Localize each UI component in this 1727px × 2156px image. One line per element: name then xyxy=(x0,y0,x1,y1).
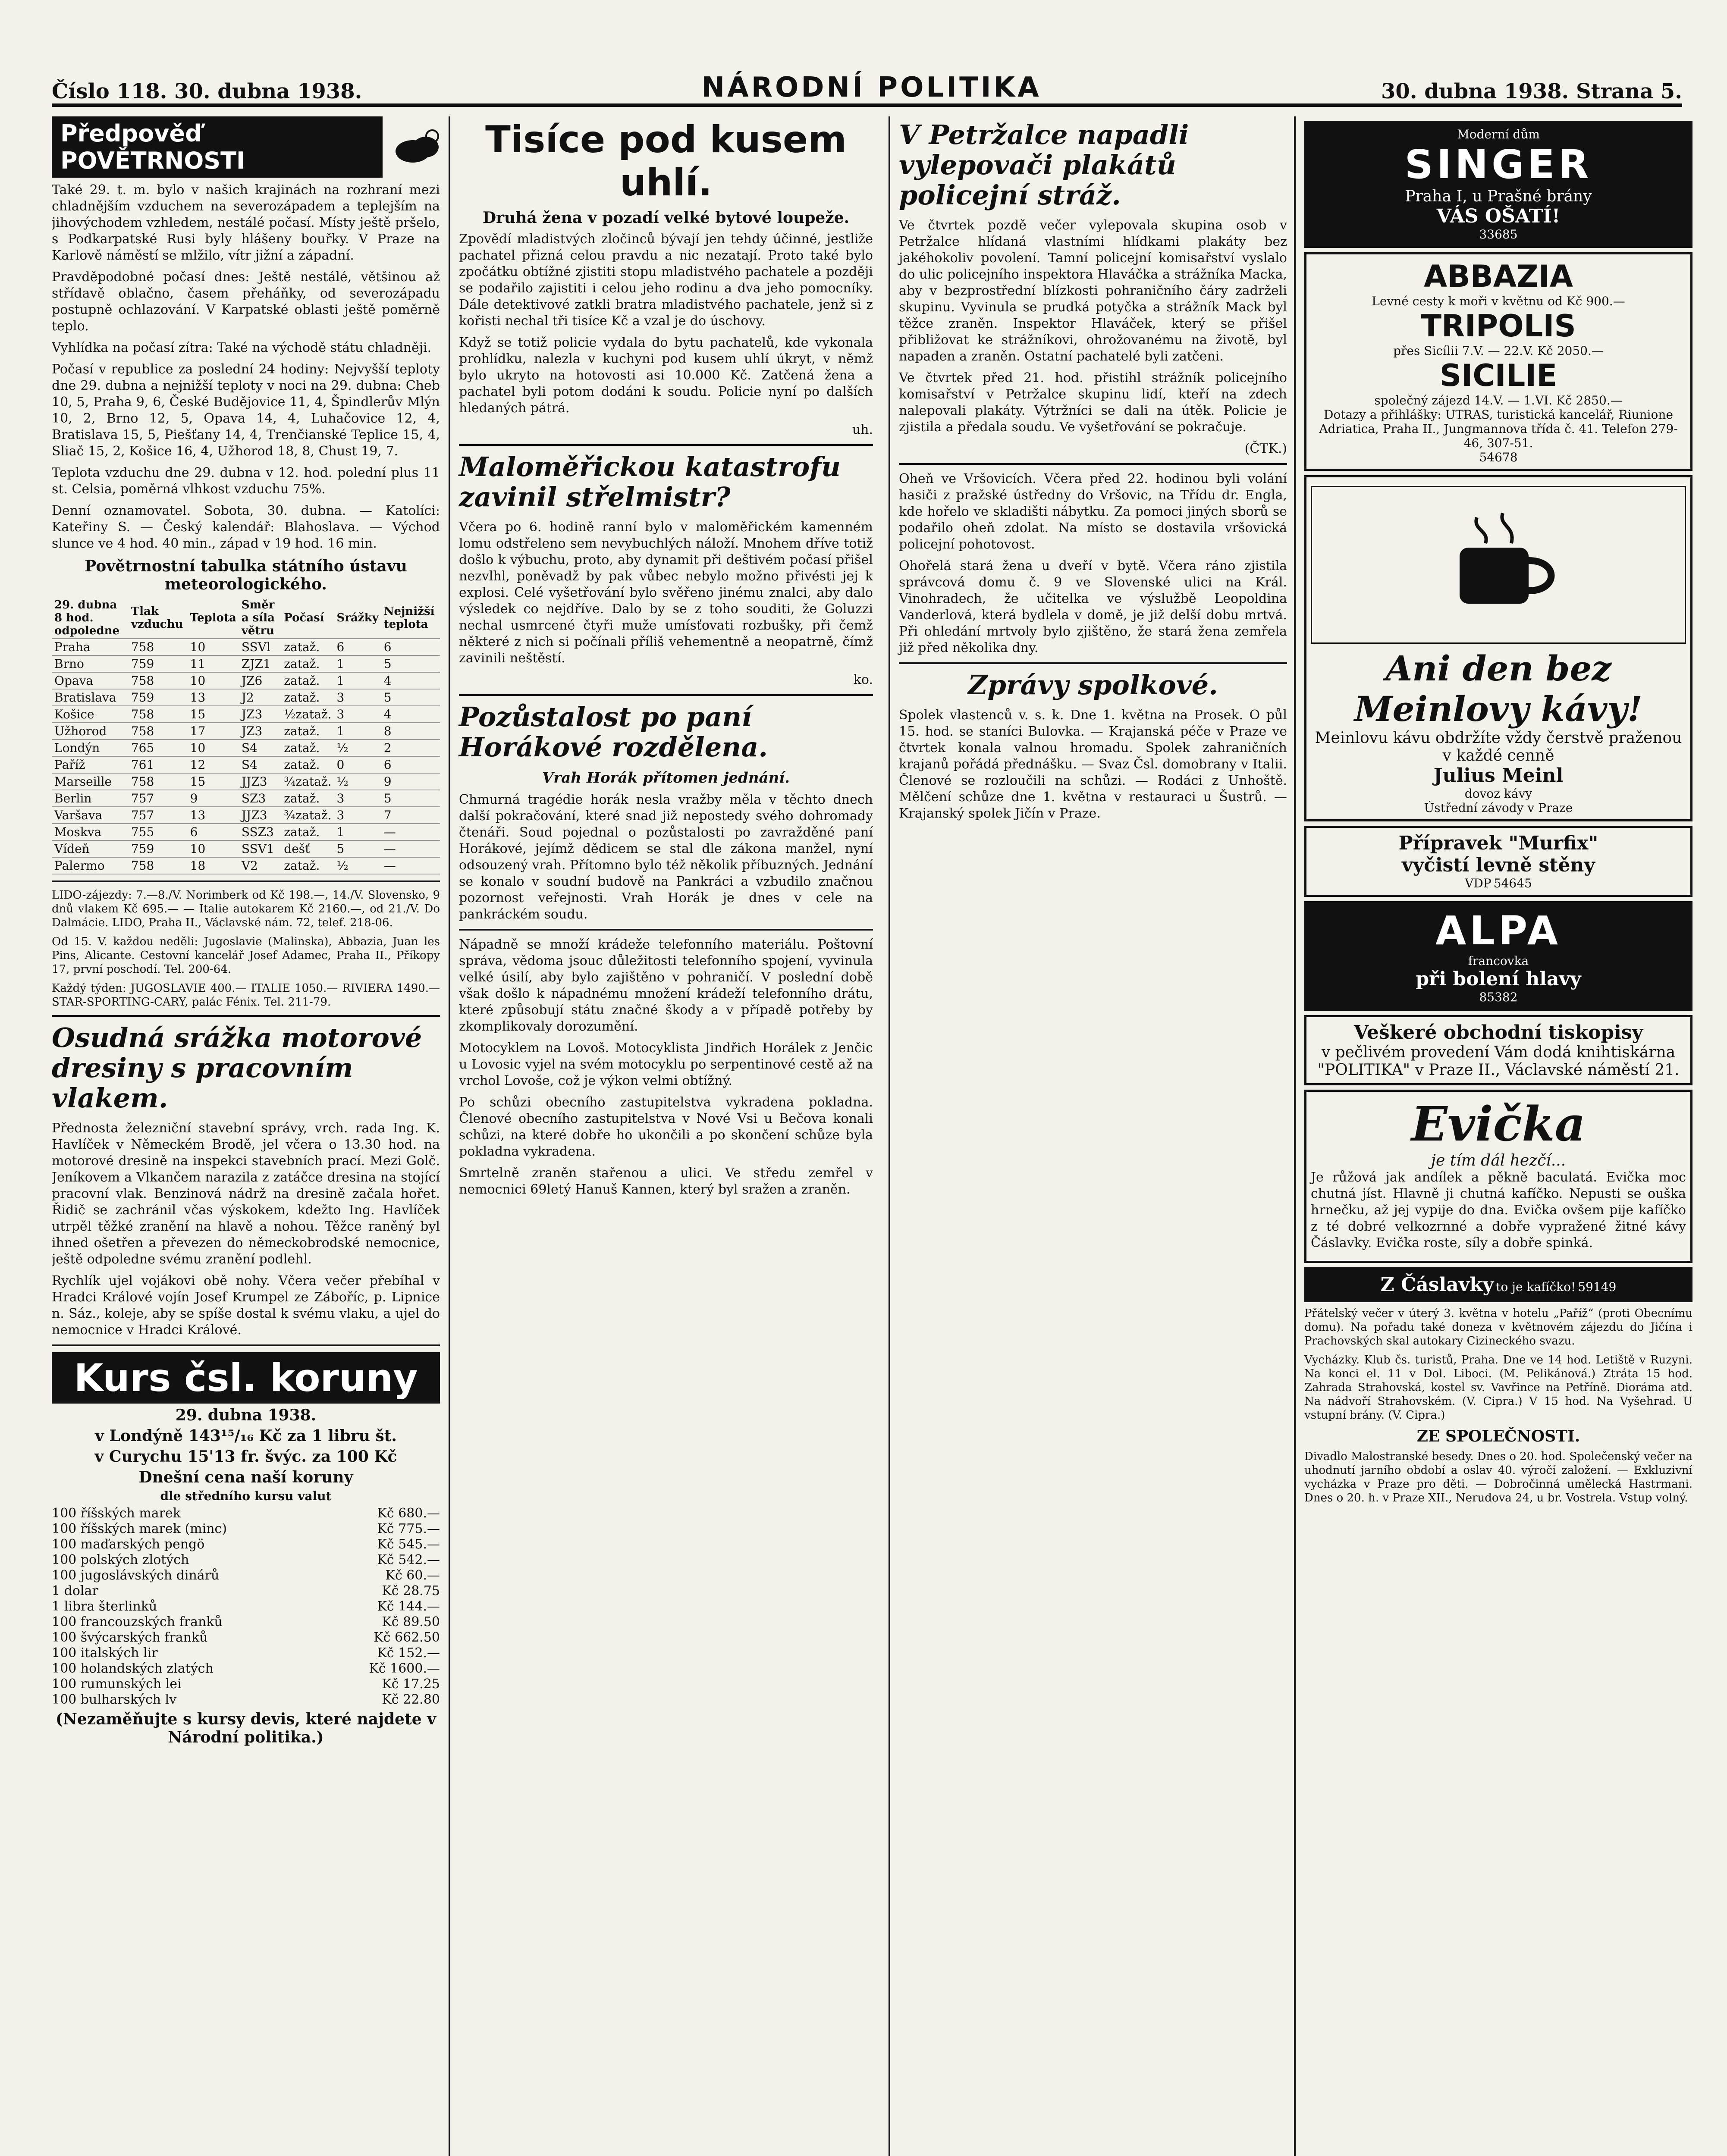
table-cell: 5 xyxy=(381,689,440,706)
evicka-script: Evička xyxy=(1411,1096,1586,1152)
kurs-row xyxy=(52,1677,440,1692)
table-cell: JZ3 xyxy=(239,706,281,723)
table-row xyxy=(52,689,440,706)
spolky-text: Spolek vlastenců v. s. k. Dne 1. května na Prosek. O půl 15. hod. se staníci Bulovka. — Krajanská péče v Praze ve čtvrtek konala valnou hromadu. Spolek zahraničních krajanů pořádá přednášku. — Svaz Čsl. domobrany v Italii. Členové se rozloučili na schůzi. — Rodáci z Unhoště. Mělčení schůze dne 1. května v restauraci u Šustrů. — Krajanský spolek Jičín v Praze. xyxy=(899,708,1287,821)
table-cell: 6 xyxy=(381,639,440,655)
meinl-plant: Ústřední závody v Praze xyxy=(1424,801,1573,815)
table-row xyxy=(52,857,440,874)
table-cell: zataž. xyxy=(281,740,334,756)
table-cell: zataž. xyxy=(281,639,334,655)
table-cell: JJZ3 xyxy=(239,773,281,790)
table-cell: 6 xyxy=(334,639,381,655)
zrani-text: Smrtelně zraněn stařenou a ulici. Ve středu zemřel v nemocnici 69letý Hanuš Kannen, který byl sražen a zraněn. xyxy=(459,1166,873,1197)
table-cell: ¾zataž. xyxy=(281,773,334,790)
evicka-sub: je tím dál hezčí... xyxy=(1431,1152,1566,1169)
petrzalka-signature: (ČTK.) xyxy=(1244,441,1287,456)
table-row xyxy=(52,740,440,756)
table-cell: ½zataž. xyxy=(281,706,334,723)
column-2 xyxy=(449,116,873,2156)
kurs-value: Kč 60.— xyxy=(385,1568,440,1583)
issue-line: Číslo 118. 30. dubna 1938. xyxy=(52,79,362,103)
travel-code: 54678 xyxy=(1479,450,1518,464)
table-cell: 10 xyxy=(188,639,239,655)
column-4 xyxy=(1294,116,1692,2156)
cloud-icon xyxy=(391,128,440,166)
singer-tag: VÁS OŠATÍ! xyxy=(1436,205,1561,227)
evicka-ad[interactable] xyxy=(1304,1090,1692,1263)
kurs-value: Kč 680.— xyxy=(377,1506,440,1521)
table-cell: Moskva xyxy=(52,824,129,840)
tisk-title: Veškeré obchodní tiskopisy xyxy=(1353,1022,1643,1044)
caslavky-tag: to je kafíčko! xyxy=(1496,1280,1576,1294)
horak-headline: Pozůstalost po paní Horákové rozdělena. xyxy=(459,701,768,763)
table-cell: 5 xyxy=(334,840,381,857)
kurs-currency: 100 jugoslávských dinárů xyxy=(52,1568,220,1583)
weather-col-5: Srážky xyxy=(334,598,381,639)
kurs-currency: 100 říšských marek (minc) xyxy=(52,1521,227,1536)
page-date: 30. dubna 1938. Strana 5. xyxy=(1381,79,1682,103)
table-cell: 11 xyxy=(188,655,239,672)
table-cell: ½ xyxy=(334,740,381,756)
table-cell: Bratislava xyxy=(52,689,129,706)
table-cell: 1 xyxy=(334,723,381,740)
tisk-text: v pečlivém provedení Vám dodá knihtiskárna "POLITIKA" v Praze II., Václavské náměstí 21. xyxy=(1317,1044,1680,1079)
table-cell: 10 xyxy=(188,840,239,857)
masthead xyxy=(52,52,1682,107)
singer-code: 33685 xyxy=(1479,227,1518,241)
table-cell: S4 xyxy=(239,740,281,756)
alpa-code: 85382 xyxy=(1479,990,1518,1004)
petrzalka-headline: V Petržalce napadli vylepovači plakátů policejní stráž. xyxy=(899,119,1189,211)
coal-left: Zpovědí mladistvých zločinců bývají jen tehdy účinné, jestliže pachatel přizná celou pravdu a nic nezatají. Proto také bylo zpočátku obtížné zjistiti stopu mladistvého pachatele a později se podařilo zajistiti i celou jeho rodinu a dva jeho pomocníky. Dále detektivové zatkli bratra mladistvého pachatele, jenž si z kořisti nechal tři tisíce Kč a vzal je do úschovy. xyxy=(459,232,873,329)
table-row xyxy=(52,672,440,689)
kurs-footnote: (Nezaměňujte s kursy devis, které najdete v Národní politika.) xyxy=(55,1710,436,1746)
table-cell: 758 xyxy=(129,706,188,723)
table-cell: — xyxy=(381,857,440,874)
kurs-currency: 100 polských zlotých xyxy=(52,1552,189,1567)
kurs-row xyxy=(52,1552,440,1568)
weather-table-title: Povětrnostní tabulka státního ústavu meteorologického. xyxy=(85,557,407,593)
singer-top: Moderní dům xyxy=(1457,127,1540,141)
kurs-row xyxy=(52,1583,440,1599)
murfix-ad[interactable] xyxy=(1304,826,1692,897)
table-cell: SSVl xyxy=(239,639,281,655)
weather-col-0: 29. dubna 8 hod. odpoledne xyxy=(52,598,129,639)
meinl-ad[interactable] xyxy=(1304,475,1692,821)
caslavky-brand: Z Čáslavky xyxy=(1380,1274,1494,1296)
table-cell: 757 xyxy=(129,807,188,824)
ohen-text: Oheň ve Vršovicích. Včera před 22. hodinou byli volání hasiči z pražské ústředny do Vršovic, na Třídu dr. Engla, kde hořelo ve skladišti nábytku. Za pomoci jiných sborů se podařilo oheň zdolat. Na místo se dostavila vršovická policejní pohotovost. xyxy=(899,471,1287,552)
spolecnost-title: ZE SPOLEČNOSTI. xyxy=(1416,1427,1580,1445)
railcar-text: Přednosta železniční stavební správy, vrch. rada Ing. K. Havlíček v Německém Brodě, jel včera o 13.30 hod. na motorové dresině na inspekci stavebních prací. Mezi Golč. Jeníkovem a Vlkančem narazila z zatáčce dresina na stojící pracovní vlak. Benzinová nádrž na dresině začala hořet. Řidič se zachránil včas výskokem, kdežto Ing. Havlíček utrpěl těžké zranění na hlavě a nohou. Těžce raněný byl ihned ošetřen a převezen do německobrodské nemocnice, ještě odpoledne svému zranění podlehl. xyxy=(52,1121,440,1267)
alpa-brand: ALPA xyxy=(1435,908,1561,954)
railcar-headline: Osudná srážka motorové dresiny s pracovním vlakem. xyxy=(52,1022,422,1114)
table-cell: 758 xyxy=(129,639,188,655)
kurs-value: Kč 545.— xyxy=(377,1537,440,1552)
weather-col-6: Nejnižší teplota xyxy=(381,598,440,639)
weather-col-2: Teplota xyxy=(188,598,239,639)
kurs-value: Kč 662.50 xyxy=(374,1630,440,1645)
forecast-title: Předpověď POVĚTRNOSTI xyxy=(52,116,383,178)
table-cell: 8 xyxy=(381,723,440,740)
malomerice-text: Včera po 6. hodině ranní bylo v maloměřickém kamenném lomu odstřeleno sem nevybuchlých náloží. Mnohem dříve totiž došlo k výbuchu, proto, aby dynamit při deštivém počasí přišel nezvlhl, poněvadž by pak vůbec nebylo možno přivésti jej k explosi. Celé vyšetřování bylo svěřeno jinému znalci, aby dalo výsledek co nejdříve. Dalo by se z toho souditi, že Goluzzi nechal usmrcené čtyři muže umísťovati rozbušky, při čemž některé z nich si počínali příliš vehementně a neopatrně, čímž zavinili neštěstí. xyxy=(459,520,873,666)
table-cell: 755 xyxy=(129,824,188,840)
table-cell: 0 xyxy=(334,756,381,773)
forecast-p6: Denní oznamovatel. Sobota, 30. dubna. — Katolíci: Kateřiny S. — Český kalendář: Blahoslava. — Východ slunce ve 4 hod. 40 min., západ v 19 hod. 16 min. xyxy=(52,503,440,551)
table-row xyxy=(52,723,440,740)
sport-ad: Každý týden: JUGOSLAVIE 400.— ITALIE 1050.— RIVIERA 1490.— STAR-SPORTING-CARY, palác Fénix. Tel. 211-79. xyxy=(52,982,440,1009)
table-cell: zataž. xyxy=(281,723,334,740)
column-1 xyxy=(52,116,440,2156)
table-cell: zataž. xyxy=(281,824,334,840)
singer-ad[interactable] xyxy=(1304,121,1692,248)
table-cell: JZ3 xyxy=(239,723,281,740)
table-cell: 6 xyxy=(188,824,239,840)
table-cell: — xyxy=(381,824,440,840)
murfix-line2: vyčistí levně stěny xyxy=(1402,854,1595,876)
table-cell: 759 xyxy=(129,840,188,857)
table-cell: ½ xyxy=(334,773,381,790)
kurs-currency: 100 rumunských lei xyxy=(52,1677,182,1692)
table-cell: 13 xyxy=(188,807,239,824)
table-cell: zataž. xyxy=(281,790,334,807)
kurs-value: Kč 775.— xyxy=(377,1521,440,1536)
kurs-row xyxy=(52,1645,440,1661)
evicka-text: Je růžová jak andílek a pěkně baculatá. Evička moc chutná jíst. Hlavně ji chutná kafíčko. Nepusti se ouška hrnečku, až jej vypije do dna. Evička ovšem pije kafíčko z té dobré velkozrnné a dobře vypražené žitné kávy Čáslavky. Evička roste, síly a dobře spinká. xyxy=(1311,1170,1686,1250)
table-cell: Marseille xyxy=(52,773,129,790)
sicilie-text: společný zájezd 14.V. — 1.VI. Kč 2850.— xyxy=(1374,393,1623,407)
table-cell: 17 xyxy=(188,723,239,740)
meinl-sub: dovoz kávy xyxy=(1464,787,1532,801)
table-row xyxy=(52,655,440,672)
coal-headline: Tisíce pod kusem uhlí. xyxy=(485,118,847,204)
moto-text: Motocyklem na Lovoš. Motocyklista Jindřich Horálek z Jenčic u Lovosic vyjel na svém motocyklu po serpentinové cestě až na vrchol Lovoše, což je výkon velmi obtížný. xyxy=(459,1040,873,1088)
table-cell: zataž. xyxy=(281,655,334,672)
alpa-tag: při bolení hlavy xyxy=(1416,968,1581,990)
kurs-rows xyxy=(52,1506,440,1708)
table-row xyxy=(52,824,440,840)
kurs-value: Kč 89.50 xyxy=(382,1614,440,1630)
tisk-ad[interactable] xyxy=(1304,1015,1692,1085)
spolky-title: Zprávy spolkové. xyxy=(968,669,1218,701)
murfix-code: 54645 xyxy=(1493,876,1532,890)
lido-ad: LIDO-zájezdy: 7.—8./V. Norimberk od Kč 198.—, 14./V. Slovensko, 9 dnů vlakem Kč 695.— — Italie autokarem Kč 2160.—, od 21./V. Do Dalmácie. LIDO, Praha II., Václavské nám. 72, telef. 218-06. xyxy=(52,889,440,929)
tripolis: TRIPOLIS xyxy=(1421,308,1576,344)
weather-col-1: Tlak vzduchu xyxy=(129,598,188,639)
kurs-row xyxy=(52,1630,440,1645)
table-cell: 9 xyxy=(188,790,239,807)
alpa-sub: francovka xyxy=(1468,954,1529,968)
kurs-currency: 100 italských lir xyxy=(52,1645,158,1661)
table-cell: Palermo xyxy=(52,857,129,874)
kurs-currency: 100 francouzských franků xyxy=(52,1614,223,1630)
table-cell: 758 xyxy=(129,857,188,874)
table-row xyxy=(52,706,440,723)
table-cell: ½ xyxy=(334,857,381,874)
malomerice-headline: Maloměřickou katastrofu zavinil střelmistr? xyxy=(459,451,841,513)
table-cell: 18 xyxy=(188,857,239,874)
murfix-line1: Přípravek "Murfix" xyxy=(1398,832,1598,854)
weather-col-4: Počasí xyxy=(281,598,334,639)
table-cell: zataž. xyxy=(281,672,334,689)
spolecnost-vychazky: Vycházky. Klub čs. turistů, Praha. Dne ve 14 hod. Letiště v Ruzyni. Na konci el. 11 v Dol. Liboci. (M. Pelikánová.) Ztráta 15 hod. Zahrada Strahovská, kostel sv. Vavřince na Petříně. Dioráma atd. Na nádvoří Strahovském. (V. Cipra.) V 15 hod. Na Vyšehrad. U vstupní brány. (V. Cipra.) xyxy=(1304,1354,1692,1422)
yugo-ad: Od 15. V. každou neděli: Jugoslavie (Malinska), Abbazia, Juan les Pins, Alicante. Cestovní kancelář Josef Adamec, Praha II., Příkopy 17, první poschodí. Tel. 200-64. xyxy=(52,935,440,976)
table-cell: 5 xyxy=(381,790,440,807)
kurs-value: Kč 28.75 xyxy=(382,1583,440,1598)
table-cell: 1 xyxy=(334,655,381,672)
coal-subtitle: Druhá žena v pozadí velké bytové loupeže. xyxy=(482,209,850,227)
table-cell: Vídeň xyxy=(52,840,129,857)
table-row xyxy=(52,807,440,824)
table-cell: 3 xyxy=(334,807,381,824)
forecast-p2: Pravděpodobné počasí dnes: Ještě nestálé, většinou až střídavě oblačno, časem přeháňky, od severozápadu postupně ochlazování. V Karpatské oblasti ještě poměrně teplo. xyxy=(52,270,440,334)
table-cell: JJZ3 xyxy=(239,807,281,824)
meinl-text: Meinlovu kávu obdržíte vždy čerstvě praženou v každé cenně xyxy=(1315,729,1682,765)
horak-sub: Vrah Horák přítomen jednání. xyxy=(542,769,790,787)
singer-address: Praha I, u Prašné brány xyxy=(1405,188,1592,205)
weather-col-3: Směr a síla větru xyxy=(239,598,281,639)
table-cell: 759 xyxy=(129,655,188,672)
forecast-p4: Počasí v republice za poslední 24 hodiny: Nejvyšší teploty dne 29. dubna a nejnižší teploty v noci na 29. dubna: Cheb 10, 5, Praha 9, 6, České Budějovice 11, 4, Špindlerův Mlýn 10, 2, Brno 12, 5, Opava 14, 4, Luhačovice 12, 4, Bratislava 15, 5, Piešťany 14, 4, Trenčianské Teplice 15, 4, Sliač 15, 2, Košice 16, 4, Užhorod 18, 8, Chust 19, 7. xyxy=(52,362,440,459)
table-cell: 6 xyxy=(381,756,440,773)
table-cell: 4 xyxy=(381,706,440,723)
kurs-value: Kč 17.25 xyxy=(382,1677,440,1692)
table-cell: S4 xyxy=(239,756,281,773)
kurs-currency: 1 libra šterlinků xyxy=(52,1599,157,1614)
railcar-note: Rychlík ujel vojákovi obě nohy. Včera večer přebíhal v Hradci Králové vojín Josef Krumpel ze Záboříc, p. Lipnice n. Sáz., koleje, aby se spíše dostal k svému vlaku, a ujel do nemocnice v Hradci Králové. xyxy=(52,1273,440,1338)
table-cell: 758 xyxy=(129,672,188,689)
kurs-row xyxy=(52,1537,440,1552)
table-cell: 757 xyxy=(129,790,188,807)
table-cell: 758 xyxy=(129,773,188,790)
sicilie: SICILIE xyxy=(1439,358,1557,393)
schuze-text: Po schůzi obecního zastupitelstva vykradena pokladna. Členové obecního zastupitelstva v Nové Vsi u Bečova konali schůzi, na které dobře ho ukončili a po skončení schůze byla pokladna vykradena. xyxy=(459,1095,873,1159)
meinl-illustration xyxy=(1311,486,1686,644)
table-cell: 10 xyxy=(188,740,239,756)
singer-brand: SINGER xyxy=(1404,141,1592,188)
kurs-row xyxy=(52,1692,440,1708)
column-3-content xyxy=(889,116,1287,2156)
table-cell: 4 xyxy=(381,672,440,689)
abbazia: ABBAZIA xyxy=(1423,259,1573,294)
table-cell: zataž. xyxy=(281,857,334,874)
table-cell: JZ6 xyxy=(239,672,281,689)
table-cell: 758 xyxy=(129,723,188,740)
kurs-row xyxy=(52,1568,440,1583)
table-cell: 3 xyxy=(334,706,381,723)
kurs-date: 29. dubna 1938. xyxy=(175,1406,317,1424)
horak-text: Chmurná tragédie horák nesla vražby měla v těchto dnech další pokračování, které snad již nepostedy svého dohromady čtenáři. Soud pojednal o pozůstalosti po zavražděné paní Horákové, jejímž dědicem se stal dle zákona manžel, nyní odsouzený vrah. Přítomno bylo též několik příbuzných. Jednání se konalo v soudní budově na Pankráci a vzbudilo značnou pozornost veřejnosti. Vrah Horák je dnes v cele na pankráckém soudu. xyxy=(459,792,873,922)
meinl-slogan: Ani den bez Meinlovy kávy! xyxy=(1354,648,1642,729)
kurs-row xyxy=(52,1521,440,1537)
table-cell: Opava xyxy=(52,672,129,689)
kurs-currency: 100 holandských zlatých xyxy=(52,1661,214,1676)
abbazia-text: Levné cesty k moři v květnu od Kč 900.— xyxy=(1372,294,1625,308)
table-cell: 761 xyxy=(129,756,188,773)
table-cell: J2 xyxy=(239,689,281,706)
kurs-currency: 100 bulharských lv xyxy=(52,1692,177,1707)
table-cell: 1 xyxy=(334,672,381,689)
table-cell: ¾zataž. xyxy=(281,807,334,824)
petrzalka-text: Ve čtvrtek pozdě večer vylepovala skupina osob v Petržalce hlídaná vlastními hlídkami plakáty bez jakéhokoliv povolení. Tamní policejní komisařství vyslalo do ulic policejního inspektora Hlaváčka a strážníka Macka, aby v bezprostřední blízkosti pohraničního čáry zadrželi skupinu. Vyvinula se prudká potyčka a strážník Mack byl těžce zraněn. Inspektor Hlaváček, který se přišel přibližovat ke strážníkovi, ohrožovanému na životě, byl napaden a zraněn. Ostatní pachatelé byli zatčeni. xyxy=(899,218,1287,364)
murfix-badge: VDP xyxy=(1465,876,1492,890)
table-cell: — xyxy=(381,840,440,857)
kurs-currency: 100 maďarských pengö xyxy=(52,1537,205,1552)
telefon-text: Nápadně se množí krádeže telefonního materiálu. Poštovní správa, vědoma jsouc důležitosti telefonního spojení, vyvinula velké úsilí, aby bylo zajištěno v pohraničí. V poslední době však došlo k nápadnému množení krádeží telefonního drátu, které způsobují státu značné škody a v případě potřeby by zkomplikovaly dorozumění. xyxy=(459,937,873,1034)
kurs-row xyxy=(52,1614,440,1630)
table-cell: 5 xyxy=(381,655,440,672)
kurs-row xyxy=(52,1599,440,1614)
kurs-subtitle: Dnešní cena naší koruny xyxy=(138,1468,353,1486)
coal-signature: uh. xyxy=(852,422,873,437)
table-cell: 15 xyxy=(188,706,239,723)
table-cell: Paříž xyxy=(52,756,129,773)
table-cell: 9 xyxy=(381,773,440,790)
table-cell: 10 xyxy=(188,672,239,689)
kurs-london: v Londýně 143¹⁵/₁₆ Kč za 1 libru št. xyxy=(95,1427,397,1445)
tripolis-text: přes Sicílii 7.V. — 22.V. Kč 2050.— xyxy=(1393,344,1604,358)
kurs-row xyxy=(52,1506,440,1521)
table-row xyxy=(52,639,440,655)
alpa-ad[interactable] xyxy=(1304,901,1692,1011)
table-cell: 13 xyxy=(188,689,239,706)
table-cell: 2 xyxy=(381,740,440,756)
newspaper-page xyxy=(52,52,1692,2156)
paper-title: NÁRODNÍ POLITIKA xyxy=(701,72,1042,103)
table-cell: SZ3 xyxy=(239,790,281,807)
forecast-p1: Také 29. t. m. bylo v našich krajinách na rozhraní mezi chladnějším vzduchem na severozápadem a teplejším na jihovýchodem vzhledem, nestálé počasí. Místy ještě pršelo, s Podkarpatské Rusi byly hlášeny bouřky. V Praze na Karlově náměstí se mlžilo, vítr jižní a západní. xyxy=(52,182,440,263)
spolecnost-intro: Přátelský večer v úterý 3. května v hotelu „Paříž“ (proti Obecnímu domu). Na pořadu také doneza v květnovém zájezdu do Jičína i Prachovských skal autokary Cizineckého svazu. xyxy=(1304,1307,1692,1348)
kurs-value: Kč 152.— xyxy=(377,1645,440,1661)
travel-contact: Dotazy a přihlášky: UTRAS, turistická kancelář, Riunione Adriatica, Praha II., Jungmannova třída č. 41. Telefon 279-46, 307-51. xyxy=(1319,407,1678,450)
weather-table xyxy=(52,598,440,874)
forecast-p3: Vyhlídka na počasí zítra: Také na východě státu chladněji. xyxy=(52,340,432,355)
kurs-value: Kč 1600.— xyxy=(369,1661,440,1676)
table-cell: zataž. xyxy=(281,689,334,706)
kurs-currency: 100 říšských marek xyxy=(52,1506,181,1521)
kurs-currency: 1 dolar xyxy=(52,1583,98,1598)
kurs-value: Kč 144.— xyxy=(377,1599,440,1614)
table-cell: SSV1 xyxy=(239,840,281,857)
coal-right: Když se totiž policie vydala do bytu pachatelů, kde vykonala prohlídku, nalezla v kuchyni pod kusem uhlí úkryt, v němž bylo ukryto na hotovosti asi 10.000 Kč. Zatčená žena a pachatel byli potom dodáni k soudu. Policie nyní po dalších hledaných pátrá. xyxy=(459,335,873,416)
table-cell: 15 xyxy=(188,773,239,790)
meinl-brand: Julius Meinl xyxy=(1433,765,1564,787)
table-cell: ZJZ1 xyxy=(239,655,281,672)
table-cell: 3 xyxy=(334,790,381,807)
table-cell: 3 xyxy=(334,689,381,706)
table-row xyxy=(52,790,440,807)
kurs-value: Kč 542.— xyxy=(377,1552,440,1567)
table-cell: SSZ3 xyxy=(239,824,281,840)
kurs-row xyxy=(52,1661,440,1677)
table-cell: 759 xyxy=(129,689,188,706)
table-row xyxy=(52,840,440,857)
table-cell: Berlin xyxy=(52,790,129,807)
caslavky-ad[interactable] xyxy=(1304,1267,1692,1302)
caslavky-code: 59149 xyxy=(1578,1280,1617,1294)
petrzalka-text2: Ve čtvrtek před 21. hod. přistihl strážník policejního komisařství v Petržalce skupinu lidí, kteří na zdech nalepovali plakáty. Výtržníci se dali na útěk. Policie je zjistila a předala soudu. Ve vyšetřování se pokračuje. xyxy=(899,370,1287,435)
kurs-title: Kurs čsl. koruny xyxy=(52,1352,440,1404)
kurs-value: Kč 22.80 xyxy=(382,1692,440,1707)
table-cell: Londýn xyxy=(52,740,129,756)
coffee-cup-icon xyxy=(1434,500,1563,630)
table-cell: 765 xyxy=(129,740,188,756)
table-cell: Brno xyxy=(52,655,129,672)
table-cell: 7 xyxy=(381,807,440,824)
kurs-zurich: v Curychu 15'13 fr. švýc. za 100 Kč xyxy=(94,1448,397,1466)
kurs-subtitle2: dle středního kursu valut xyxy=(160,1489,332,1503)
table-cell: dešť xyxy=(281,840,334,857)
malomerice-signature: ko. xyxy=(853,672,873,687)
table-cell: zataž. xyxy=(281,756,334,773)
table-cell: Košice xyxy=(52,706,129,723)
table-cell: Praha xyxy=(52,639,129,655)
table-cell: V2 xyxy=(239,857,281,874)
table-cell: 12 xyxy=(188,756,239,773)
stara-text: Ohořelá stará žena u dveří v bytě. Včera ráno zjistila správcová domu č. 9 ve Slovenské ulici na Král. Vinohradech, že učitelka ve výslužbě Leopoldina Vanderlová, která bydlela v domě, je již delší dobu mrtvá. Při ohledání mrtvoly bylo zjištěno, že stará žena zemřela již před několika dny. xyxy=(899,558,1287,655)
table-row xyxy=(52,773,440,790)
table-cell: Užhorod xyxy=(52,723,129,740)
travel-ad[interactable] xyxy=(1304,252,1692,471)
table-row xyxy=(52,756,440,773)
table-cell: Varšava xyxy=(52,807,129,824)
forecast-header xyxy=(52,116,440,178)
spolecnost-text: Divadlo Malostranské besedy. Dnes o 20. hod. Společenský večer na uhodnutí jarního období a oslav 40. výročí založení. — Exkluzivní vycházka v Praze pro děti. — Dobročinná umělecká Hastrmani. Dnes o 20. h. v Praze XII., Nerudova 24, u br. Vostrela. Vstup volný. xyxy=(1304,1450,1692,1504)
kurs-currency: 100 švýcarských franků xyxy=(52,1630,208,1645)
forecast-p5: Teplota vzduchu dne 29. dubna v 12. hod. polední plus 11 st. Celsia, poměrná vlhkost vzduchu 75%. xyxy=(52,465,440,497)
table-cell: 1 xyxy=(334,824,381,840)
